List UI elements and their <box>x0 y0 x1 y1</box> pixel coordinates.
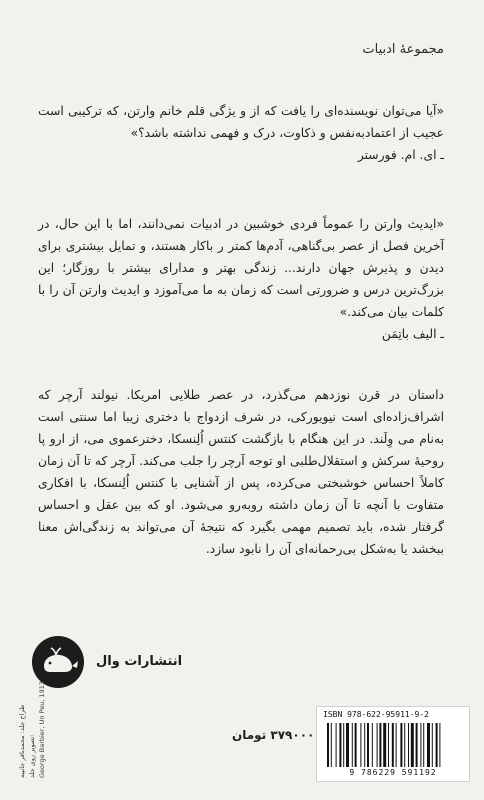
synopsis <box>38 384 444 560</box>
credit-cover-image-label: تصویر روی جلد: <box>28 734 36 778</box>
quote-forster <box>38 100 444 166</box>
quote-text: «آیا می‌توان نویسنده‌ای را یافت که از و یژگی قلم خانم وارتن، که ترکیبی است عجیب از اعتمادبه‌نفس و ذکاوت، درک و فهمی نداشته باشد؟» <box>38 104 444 140</box>
barcode-bars <box>327 723 459 767</box>
publisher-name: انتشارات وال <box>96 654 183 669</box>
barcode <box>316 706 470 782</box>
quote-bateman <box>38 213 444 345</box>
barcode-digits: 9 786229 591192 <box>349 768 437 777</box>
quote-author: ـ ای. ام. فورستر <box>357 148 444 162</box>
quote-author: ـ الیف باتِمَن <box>381 327 444 341</box>
credit-designer: طراح جلد: محمدباقر جانپیه <box>18 704 26 778</box>
credit-artist: George Barbier, Un Peu, 1913 <box>38 680 46 778</box>
series-label: مجموعهٔ ادبیات <box>362 42 444 57</box>
synopsis-text: داستان در قرن نوزدهم می‌گذرد، در عصر طلایی امریکا. نیولند آرچر که اشراف‌زاده‌ای است نیویورکی، در شرف ازدواج با دختری زیبا اما سنتی است به‌نام می وِلَند. در این هنگام با بازگشت کنتس اُلِنسکا، دخترعموی می، از ارو پا روحیهٔ سرکش و استقلال‌طلبی او توجه آرچر را جلب می‌کند. آرچر که تا آن زمان کاملاً احساس خوشبختی می‌کرده، پس از آشنایی با کنتس اُلِنسکا، با افکاری متفاوت با آنچه تا آن زمان داشته روبه‌رو می‌شود. او که بین عقل و احساس گرفتار شده، باید تصمیم مهمی بگیرد که نتیجهٔ آن می‌تواند به زندگی‌اش معنا ببخشد یا به‌شکل بی‌رحمانه‌ای آن را نابود سازد. <box>38 388 444 556</box>
quote-text: «ایدیث وارتن را عموماً فردی خوشبین در ادبیات نمی‌دانند، اما با این حال، در آخرین فصل از عصر بی‌گناهی، آدم‌ها کمتر ر باکار هستند، و تمایل بیشتری برای دیدن و پذیرش جهان دارند... زندگی بهتر و مدارای بیشتر با روزگار؛ این بزرگ‌ترین درس و ضرورتی است که زمان به ما می‌آموزد و ایدیث وارتن آن را با کلمات بیان می‌کند.» <box>38 217 444 319</box>
cover-credits <box>14 682 54 778</box>
isbn-number: ISBN 978-622-95911-9-2 <box>323 710 429 719</box>
price-label: ۳۷۹۰۰۰ تومان <box>232 728 315 742</box>
